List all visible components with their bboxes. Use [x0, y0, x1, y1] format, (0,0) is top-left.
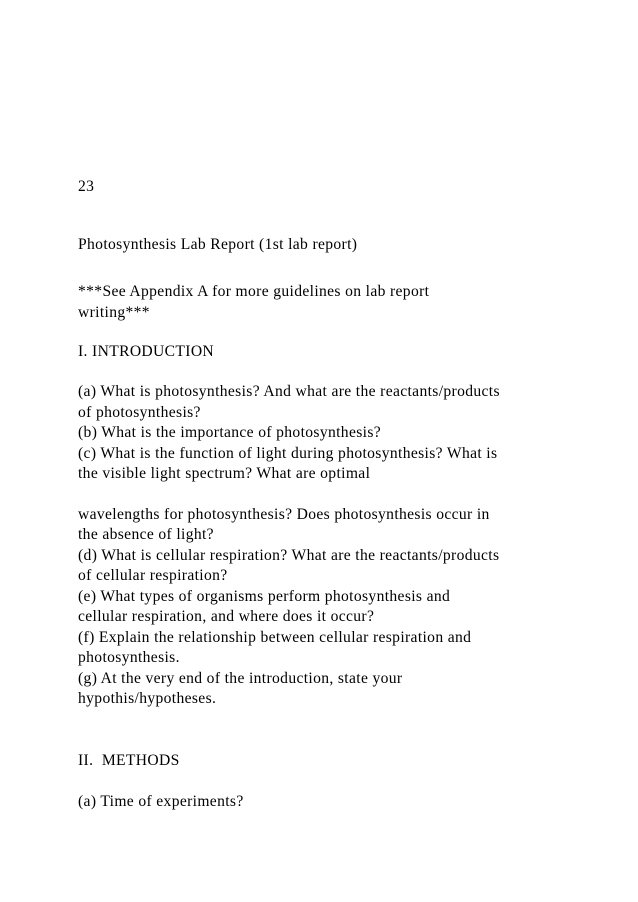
introduction-line: (d) What is cellular respiration? What are the reactants/products — [78, 547, 500, 564]
introduction-line: photosynthesis. — [78, 649, 180, 666]
introduction-line: the absence of light? — [78, 526, 214, 543]
methods-heading: II. METHODS — [78, 752, 180, 769]
introduction-line: (g) At the very end of the introduction, state your — [78, 670, 403, 687]
appendix-note-line: ***See Appendix A for more guidelines on lab report — [78, 283, 430, 300]
methods-line: (a) Time of experiments? — [78, 793, 244, 810]
introduction-line: the visible light spectrum? What are optimal — [78, 465, 371, 482]
introduction-line: cellular respiration, and where does it occur? — [78, 608, 375, 625]
introduction-line: (e) What types of organisms perform photosynthesis and — [78, 588, 451, 605]
introduction-heading: I. INTRODUCTION — [78, 343, 215, 360]
introduction-line: (a) What is photosynthesis? And what are the reactants/products — [78, 383, 500, 400]
page-number: 23 — [78, 178, 95, 195]
appendix-note-line: writing*** — [78, 304, 150, 321]
introduction-line: (b) What is the importance of photosynthesis? — [78, 424, 382, 441]
introduction-line: hypothis/hypotheses. — [78, 690, 217, 707]
introduction-line: wavelengths for photosynthesis? Does photosynthesis occur in — [78, 506, 490, 523]
introduction-line: of cellular respiration? — [78, 567, 228, 584]
introduction-line: (c) What is the function of light during photosynthesis? What is — [78, 445, 498, 462]
introduction-line: of photosynthesis? — [78, 404, 201, 421]
document-title: Photosynthesis Lab Report (1st lab report) — [78, 236, 358, 253]
introduction-line: (f) Explain the relationship between cellular respiration and — [78, 629, 472, 646]
